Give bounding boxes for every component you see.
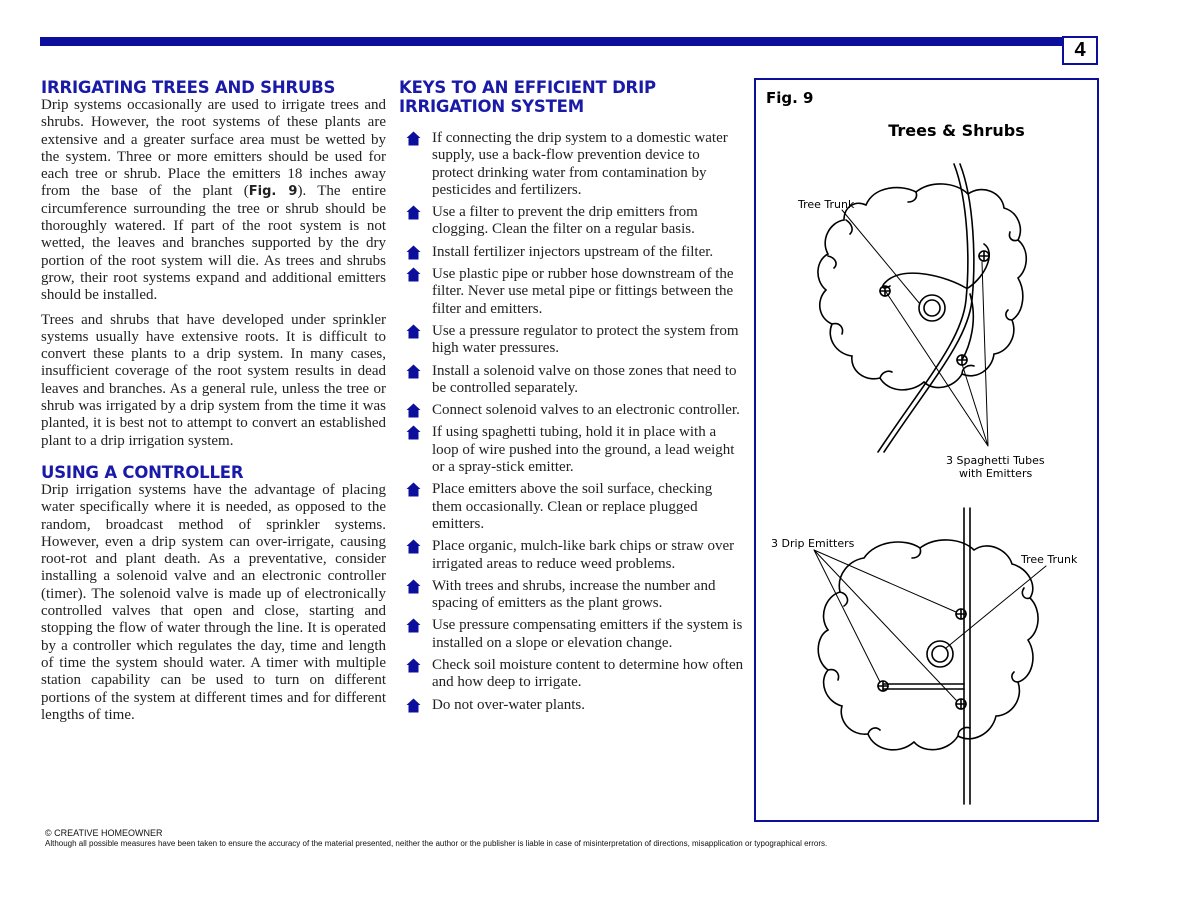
bottom-emitter-3 [956,699,966,709]
controller-paragraph: Drip irrigation systems have the advantage of placing water specifically where it is needed, as opposed to the random, broadcast method of sprinkler systems. However, even a drip system can over-irrigate, causing root-rot and plant death. As a preventative, consider installing a solenoid valve and an electronic controller (timer). The solenoid valve is made up of electronically controlled valves that open and close, starting and stopping the flow of water through the line. It is operated by a controller which regulates the day, time and length of time the system should water. A timer with multiple station capability can be used to turn on different portions of the system at different times and for different lengths of time. [41,481,386,723]
keys-list-item: Use pressure compensating emitters if the system is installed on a slope or elevation change. [399,617,744,652]
bottom-canopy-outline [818,540,1038,750]
house-bullet-icon [406,131,421,146]
keys-list-item: Do not over-water plants. [399,697,744,714]
house-bullet-icon [406,267,421,282]
house-bullet-icon [406,205,421,220]
top-trunk-label: Tree Trunk [798,198,855,211]
top-canopy-outline [818,184,1026,390]
top-supply-pipe [878,164,968,452]
figure-title: Trees & Shrubs [888,121,1025,140]
bottom-emitter-1 [956,609,966,619]
keys-list-item: Place organic, mulch-like bark chips or straw over irrigated areas to reduce weed problems. [399,538,744,573]
house-bullet-icon [406,403,421,418]
house-bullet-icon [406,618,421,633]
keys-heading: KEYS TO AN EFFICIENT DRIP IRRIGATION SYSTEM [399,78,656,116]
drip-emitters-label: 3 Drip Emitters [771,537,855,550]
house-bullet-icon [406,364,421,379]
house-bullet-icon [406,658,421,673]
keys-list-item: Use a pressure regulator to protect the system from high water pressures. [399,323,744,358]
keys-list-item: If connecting the drip system to a domestic water supply, use a back-flow prevention device to protect drinking water from contamination by pesticides and fertilizers. [399,130,744,199]
footer [45,828,827,849]
keys-list-item: Connect solenoid valves to an electronic controller. [399,402,744,419]
header-rule [40,37,1062,46]
bottom-trunk-label: Tree Trunk [1021,553,1078,566]
middle-column [399,78,744,719]
figure-9 [754,78,1099,822]
keys-list-item: Use plastic pipe or rubber hose downstream of the filter. Never use metal pipe or fittings between the filter and emitters. [399,266,744,318]
house-bullet-icon [406,698,421,713]
house-bullet-icon [406,425,421,440]
house-bullet-icon [406,482,421,497]
spaghetti-label-line1: 3 Spaghetti Tubes [946,454,1045,467]
top-emitter-2 [979,251,989,261]
top-tree-trunk [919,295,945,321]
fig-reference: Fig. 9 [248,184,298,200]
keys-list-item: If using spaghetti tubing, hold it in place with a loop of wire pushed into the ground, a lead weight or a spray-stick emitter. [399,424,744,476]
trees-paragraph-2: Trees and shrubs that have developed under sprinkler systems usually have extensive roots. It is difficult to convert these plants to a drip system. In many cases, insufficient coverage of the root system results in dead leaves and branches. As a general rule, unless the tree or shrub was irrigated by a drip system from the time it was planted, it is best not to attempt to convert an established plant to a drip irrigation system. [41,311,386,449]
section-heading-trees: IRRIGATING TREES AND SHRUBS [41,78,336,97]
keys-list-item: Check soil moisture content to determine how often and how deep to irrigate. [399,657,744,692]
copyright: © CREATIVE HOMEOWNER [45,828,163,838]
keys-list-item: Install fertilizer injectors upstream of the filter. [399,244,744,261]
page-number: 4 [1062,36,1098,65]
trees-paragraph-1: Drip systems occasionally are used to irrigate trees and shrubs. However, the root systems of these plants are extensive and a greater surface area must be wetted by the system. Three or more emitters should be used for each tree or shrub. Place the emitters 18 inches away from the base of the plant (Fig. 9). The entire circumference surrounding the tree or shrub should be thoroughly watered. If part of the root system is not wetted, the leaves and branches supported by the dry portion of the root system will die. As trees and shrubs grow, their root systems expand and additional emitters should be installed. [41,97,386,304]
spaghetti-label-line2: with Emitters [959,467,1033,480]
house-bullet-icon [406,539,421,554]
keys-list [399,130,744,714]
house-bullet-icon [406,245,421,260]
keys-list-item: With trees and shrubs, increase the number and spacing of emitters as the plant grows. [399,578,744,613]
disclaimer: Although all possible measures have been taken to ensure the accuracy of the material presented, neither the author or the publisher is liable in case of misinterpretation of directions, misapplication or typographical errors. [45,839,828,848]
bottom-emitter-2 [878,681,888,691]
house-bullet-icon [406,579,421,594]
keys-list-item: Place emitters above the soil surface, checking them occasionally. Clean or replace plugged emitters. [399,481,744,533]
figure-label: Fig. 9 [766,89,814,107]
keys-list-item: Install a solenoid valve on those zones that need to be controlled separately. [399,363,744,398]
keys-list-item: Use a filter to prevent the drip emitters from clogging. Clean the filter on a regular basis. [399,204,744,239]
tree-shrub-diagram [756,80,1101,824]
section-heading-controller: USING A CONTROLLER [41,462,244,482]
house-bullet-icon [406,324,421,339]
left-column [41,78,386,724]
spaghetti-tube-loop [883,273,966,288]
top-emitter-1 [880,286,890,296]
